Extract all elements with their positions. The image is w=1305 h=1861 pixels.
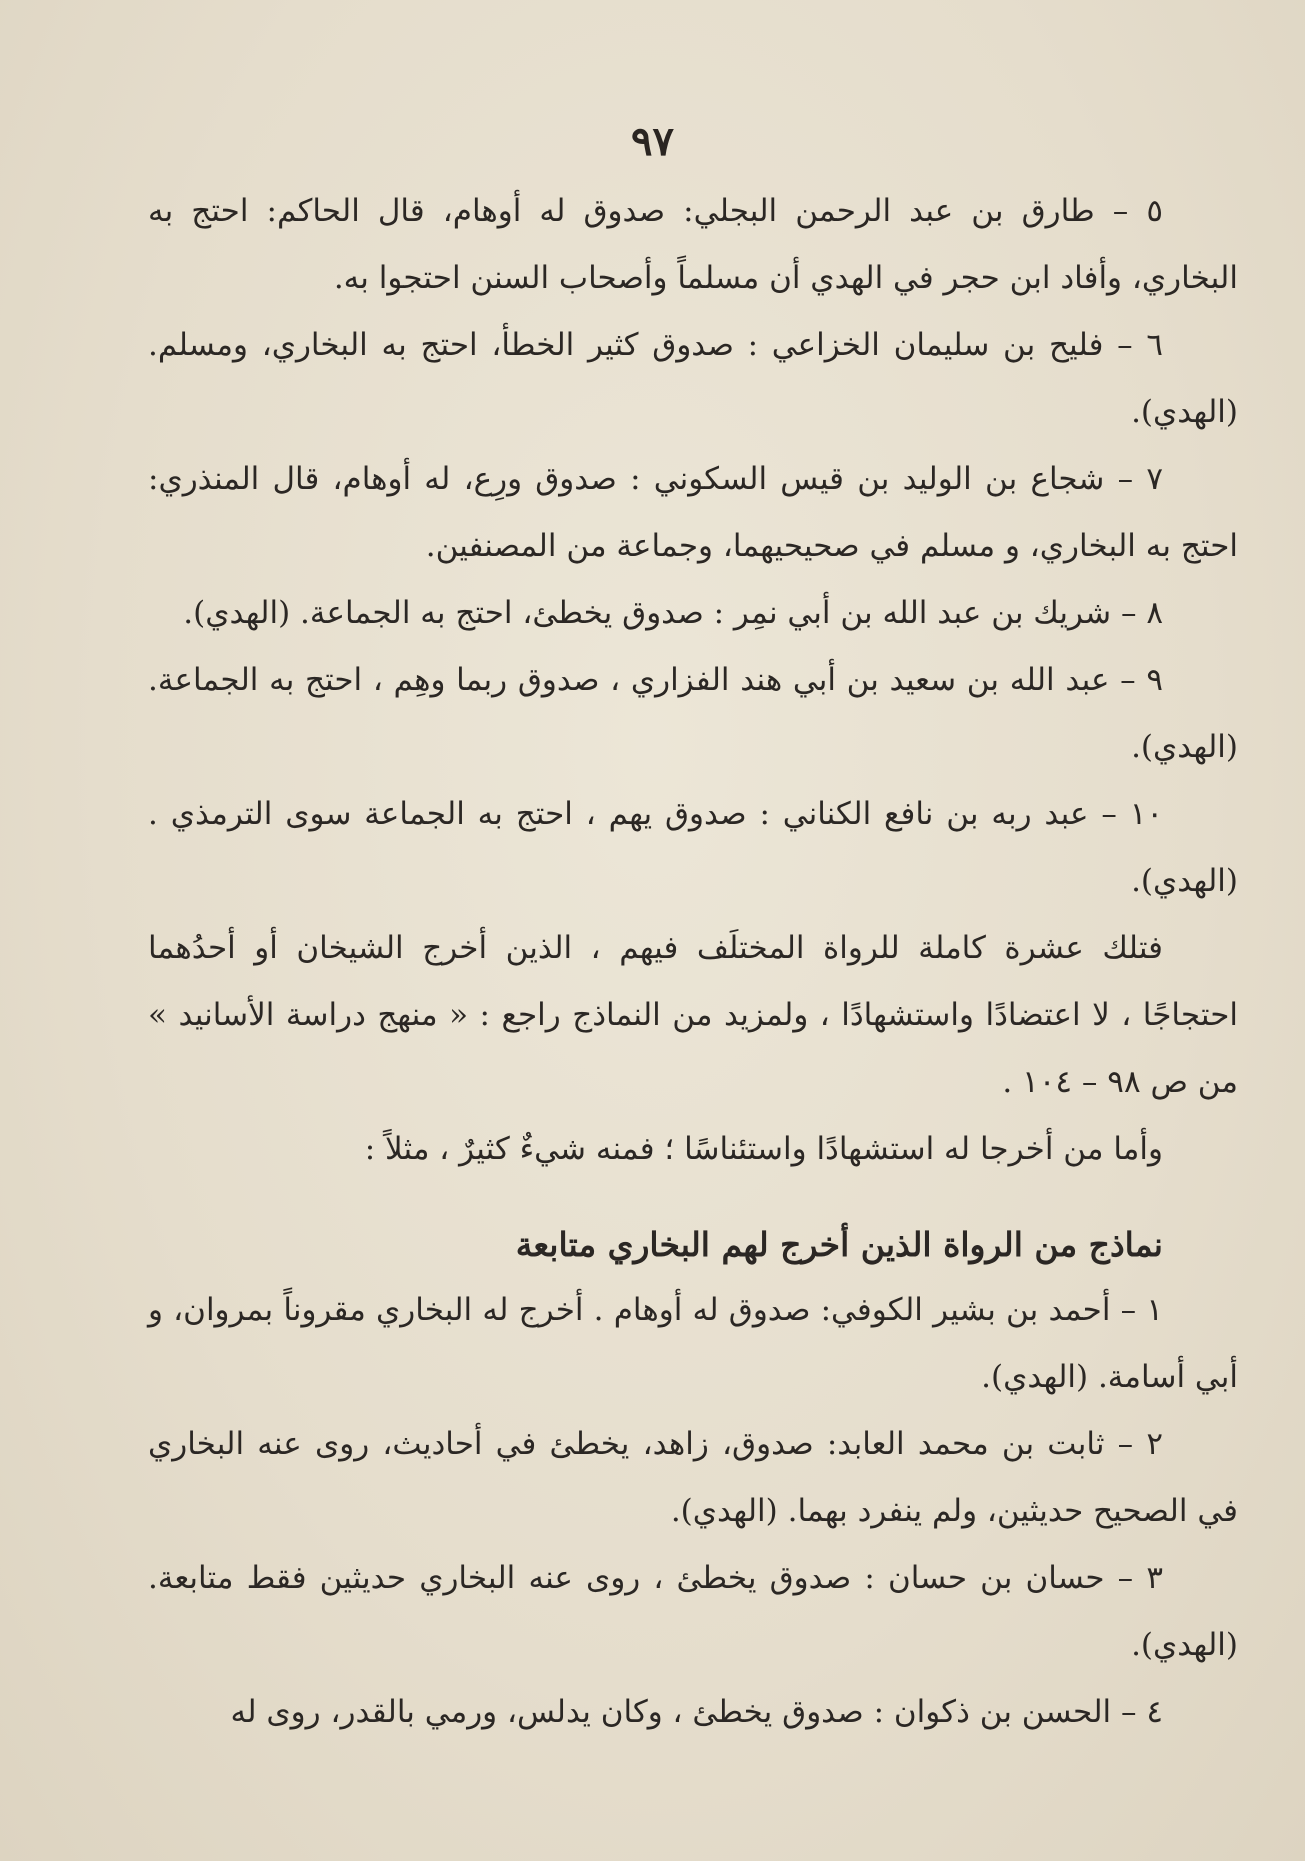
- example-entry-3: ٣ – حسان بن حسان : صدوق يخطئ ، روى عنه البخاري حديثين فقط متابعة. (الهدي).: [148, 1560, 1238, 1663]
- intro-line: وأما من أخرجا له استشهادًا واستئناسًا ؛ فمنه شيءٌ كثيرٌ ، مثلاً :: [364, 1131, 1163, 1167]
- page-number: ٩٧: [631, 118, 674, 165]
- example-entry-1: ١ – أحمد بن بشير الكوفي: صدوق له أوهام . أخرج له البخاري مقروناً بمروان، و أبي أسامة. (الهدي).: [148, 1292, 1238, 1395]
- entry-9: ٩ – عبد الله بن سعيد بن أبي هند الفزاري ، صدوق ربما وهِم ، احتج به الجماعة. (الهدي).: [148, 662, 1238, 765]
- entry-8: ٨ – شريك بن عبد الله بن أبي نمِر : صدوق يخطئ، احتج به الجماعة. (الهدي).: [183, 595, 1163, 631]
- entry-6: ٦ – فليح بن سليمان الخزاعي : صدوق كثير الخطأ، احتج به البخاري، ومسلم. (الهدي).: [148, 327, 1238, 430]
- example-entry-4: ٤ – الحسن بن ذكوان : صدوق يخطئ ، وكان يدلس، ورمي بالقدر، روى له: [230, 1694, 1163, 1730]
- section-heading: نماذج من الرواة الذين أخرج لهم البخاري متابعة: [515, 1225, 1163, 1264]
- summary-paragraph: فتلك عشرة كاملة للرواة المختلَف فيهم ، الذين أخرج الشيخان أو أحدُهما احتجاجًا ، لا اعتضادًا واستشهادًا ، ولمزيد من النماذج راجع : « منهج دراسة الأسانيد » من ص ٩٨ – ١٠٤ .: [148, 930, 1238, 1100]
- entry-5: ٥ – طارق بن عبد الرحمن البجلي: صدوق له أوهام، قال الحاكم: احتج به البخاري، وأفاد ابن حجر في الهدي أن مسلماً وأصحاب السنن احتجوا به.: [148, 193, 1238, 296]
- example-entry-2: ٢ – ثابت بن محمد العابد: صدوق، زاهد، يخطئ في أحاديث، روى عنه البخاري في الصحيح حديثين، ولم ينفرد بهما. (الهدي).: [148, 1426, 1238, 1529]
- entry-7: ٧ – شجاع بن الوليد بن قيس السكوني : صدوق ورِع، له أوهام، قال المنذري: احتج به البخاري، و مسلم في صحيحيهما، وجماعة من المصنفين.: [148, 461, 1238, 564]
- entry-10: ١٠ – عبد ربه بن نافع الكناني : صدوق يهم ، احتج به الجماعة سوى الترمذي . (الهدي).: [148, 796, 1238, 899]
- page-body: [148, 178, 1238, 1746]
